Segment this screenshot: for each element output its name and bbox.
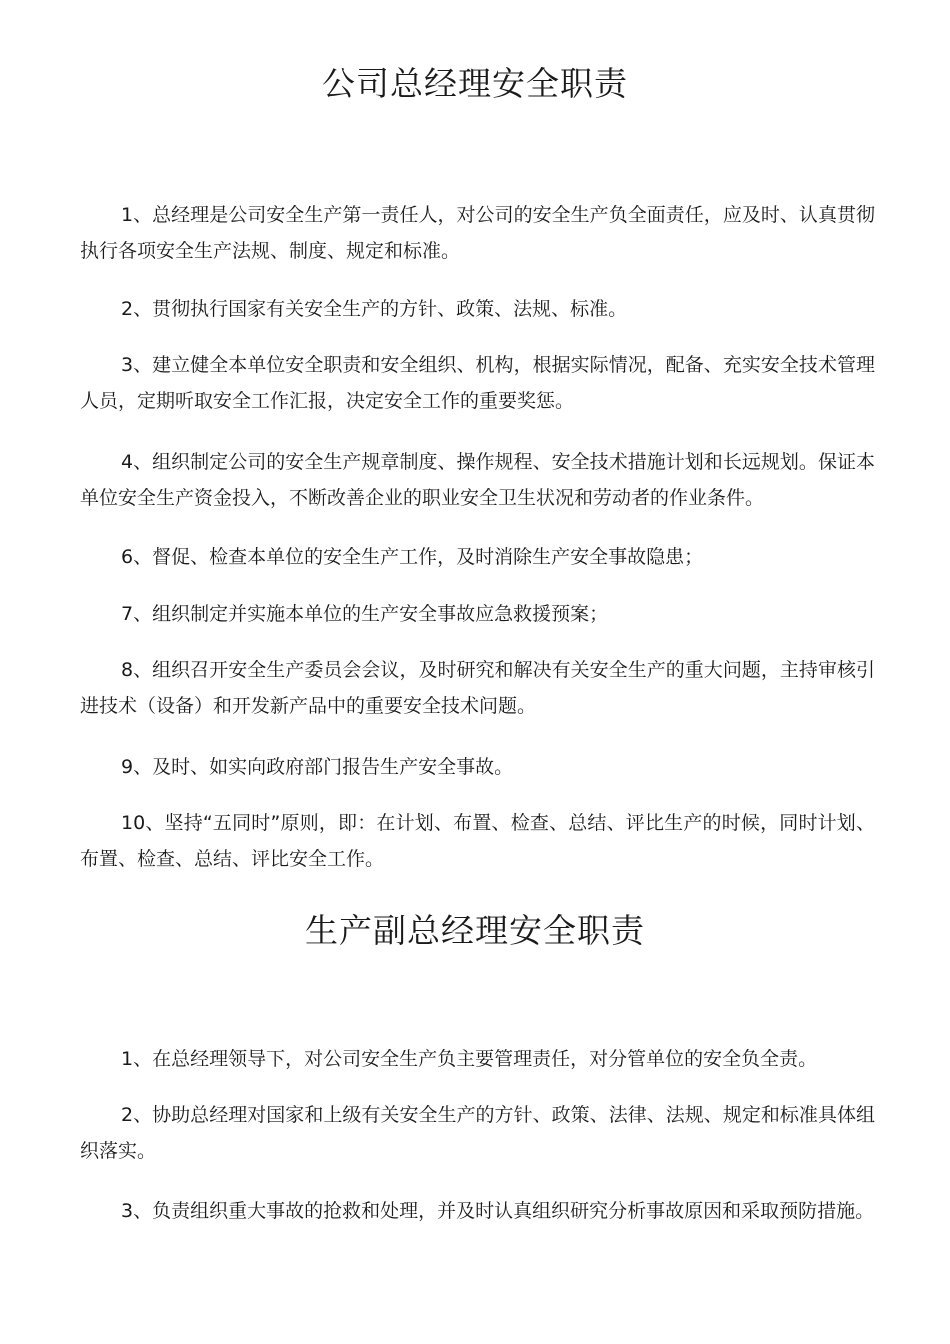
paragraph-gm-4: 4、组织制定公司的安全生产规章制度、操作规程、安全技术措施计划和长远规划。保证本单位安全生产资金投入，不断改善企业的职业安全卫生状况和劳动者的作业条件。 bbox=[80, 451, 875, 509]
paragraph-gm-9: 9、及时、如实向政府部门报告生产安全事故。 bbox=[121, 756, 514, 778]
paragraph-vp-3: 3、负责组织重大事故的抢救和处理，并及时认真组织研究分析事故原因和采取预防措施。 bbox=[121, 1200, 875, 1222]
paragraph-gm-2: 2、贯彻执行国家有关安全生产的方针、政策、法规、标准。 bbox=[121, 298, 628, 320]
section-title-production-vp: 生产副总经理安全职责 bbox=[305, 911, 645, 950]
paragraph-gm-7: 7、组织制定并实施本单位的生产安全事故应急救援预案； bbox=[121, 603, 609, 625]
section-title-general-manager: 公司总经理安全职责 bbox=[322, 64, 628, 103]
paragraph-gm-3: 3、建立健全本单位安全职责和安全组织、机构，根据实际情况，配备、充实安全技术管理人员，定期听取安全工作汇报，决定安全工作的重要奖惩。 bbox=[80, 354, 875, 412]
paragraph-gm-6: 6、督促、检查本单位的安全生产工作，及时消除生产安全事故隐患； bbox=[121, 546, 704, 568]
paragraph-gm-8: 8、组织召开安全生产委员会会议，及时研究和解决有关安全生产的重大问题，主持审核引进技术（设备）和开发新产品中的重要安全技术问题。 bbox=[80, 659, 875, 717]
paragraph-vp-2: 2、协助总经理对国家和上级有关安全生产的方针、政策、法律、法规、规定和标准具体组织落实。 bbox=[80, 1104, 875, 1162]
paragraph-gm-1: 1、总经理是公司安全生产第一责任人，对公司的安全生产负全面责任，应及时、认真贯彻执行各项安全生产法规、制度、规定和标准。 bbox=[80, 204, 875, 262]
paragraph-vp-1: 1、在总经理领导下，对公司安全生产负主要管理责任，对分管单位的安全负全责。 bbox=[121, 1048, 818, 1070]
paragraph-gm-10: 10、坚持“五同时”原则，即：在计划、布置、检查、总结、评比生产的时候，同时计划、布置、检查、总结、评比安全工作。 bbox=[80, 812, 875, 870]
